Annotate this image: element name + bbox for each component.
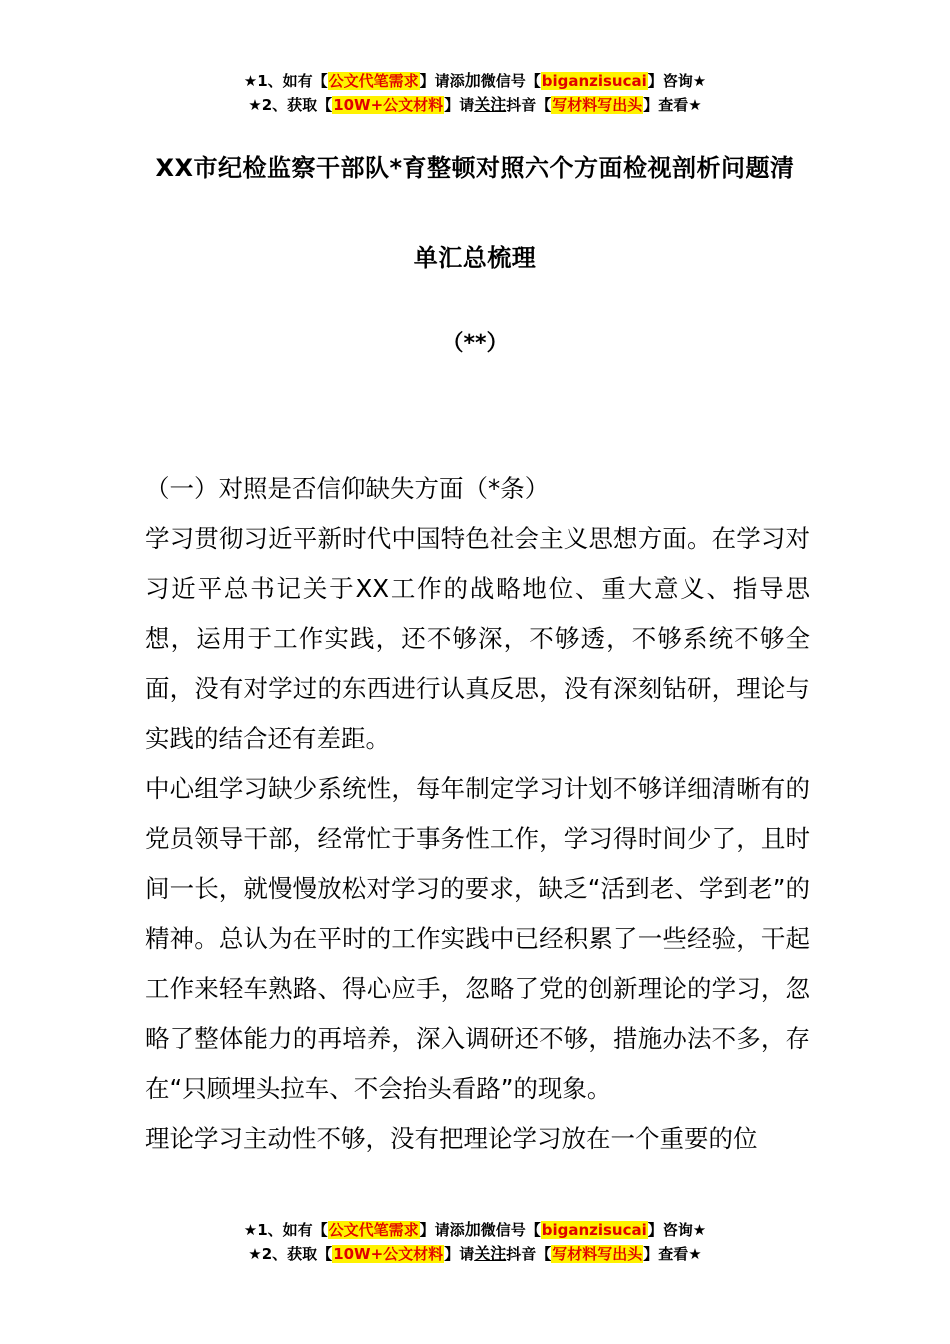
document-title-line-2: 单汇总梳理 <box>413 244 537 272</box>
banner-text: 】请添 <box>419 1221 465 1239</box>
body-paragraph: 学习贯彻习近平新时代中国特色社会主义思想方面。在学习对习近平总书记关于XX工作的战略地位、重大意义、指导思想，运用于工作实践，还不够深，不够透，不够系统不够全面，没有对学过的东西进行认真反思，没有深刻钻研，理论与实践的结合还有差距。 <box>145 524 810 753</box>
banner-text: 抖音【 <box>506 1245 552 1263</box>
body-paragraph: 理论学习主动性不够，没有把理论学习放在一个重要的位 <box>145 1124 758 1153</box>
banner-emphasis: 加 <box>464 1220 481 1239</box>
highlight-wechat-id: biganzisucai <box>541 1221 647 1239</box>
banner-text: ★2、获取【 <box>248 1245 333 1263</box>
highlight-materials: 10W+公文材料 <box>333 96 444 114</box>
banner-emphasis: 关注 <box>474 95 507 114</box>
section-heading: （一）对照是否信仰缺失方面（*条） <box>145 474 550 503</box>
document-title-line-1: XX市纪检监察干部队*育整顿对照六个方面检视剖析问题清 <box>155 154 795 182</box>
highlight-materials: 10W+公文材料 <box>333 1245 444 1263</box>
banner-text: 】请添 <box>419 72 465 90</box>
banner-line-2 <box>0 93 950 117</box>
banner-line-2 <box>0 1242 950 1266</box>
document-subtitle: （**） <box>441 331 509 356</box>
highlight-douyin-account: 写材料写出头 <box>552 96 643 114</box>
banner-text: 】咨询★ <box>647 72 707 90</box>
banner-text: ★2、获取【 <box>248 96 333 114</box>
highlight-wechat-id: biganzisucai <box>541 72 647 90</box>
banner-text: 】查看★ <box>643 96 702 114</box>
banner-emphasis: 关注 <box>474 1244 507 1263</box>
banner-text: 】请 <box>444 1245 475 1263</box>
highlight-service: 公文代笔需求 <box>328 1221 419 1239</box>
banner-line-1 <box>0 69 950 93</box>
banner-text: 抖音【 <box>506 96 552 114</box>
banner-text: ★1、如有【 <box>243 72 328 90</box>
banner-text: 】查看★ <box>643 1245 702 1263</box>
banner-text: ★1、如有【 <box>243 1221 328 1239</box>
banner-text: 】咨询★ <box>647 1221 707 1239</box>
document-body <box>145 464 810 1164</box>
bottom-banner <box>0 1218 950 1266</box>
banner-emphasis: 加 <box>464 71 481 90</box>
banner-line-1 <box>0 1218 950 1242</box>
body-paragraph: 中心组学习缺少系统性，每年制定学习计划不够详细清晰有的党员领导干部，经常忙于事务性工作，学习得时间少了，且时间一长，就慢慢放松对学习的要求，缺乏“活到老、学到老”的精神。总认为在平时的工作实践中已经积累了一些经验，干起工作来轻车熟路、得心应手，忽略了党的创新理论的学习，忽略了整体能力的再培养，深入调研还不够，措施办法不多，存在“只顾埋头拉车、不会抬头看路”的现象。 <box>145 774 810 1103</box>
banner-text: 微信号【 <box>480 1221 541 1239</box>
banner-text: 】请 <box>444 96 475 114</box>
highlight-douyin-account: 写材料写出头 <box>552 1245 643 1263</box>
banner-text: 微信号【 <box>480 72 541 90</box>
highlight-service: 公文代笔需求 <box>328 72 419 90</box>
top-banner <box>0 69 950 117</box>
